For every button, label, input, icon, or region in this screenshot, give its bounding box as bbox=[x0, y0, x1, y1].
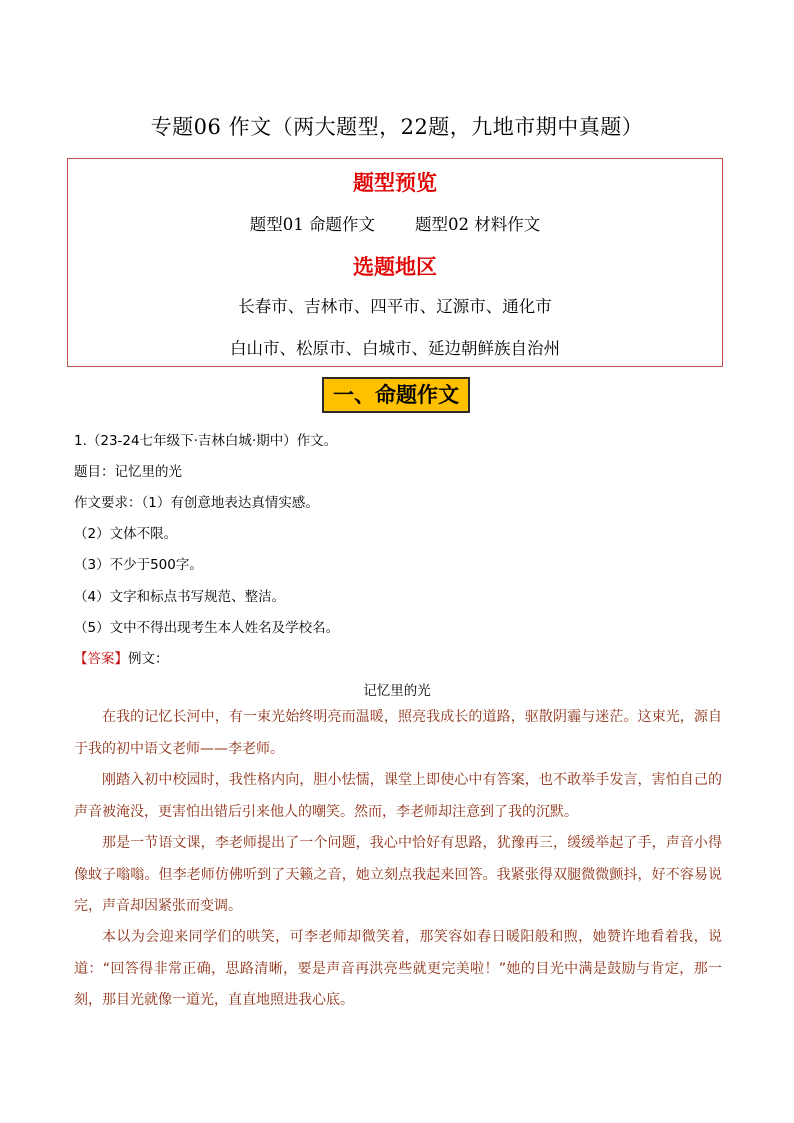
requirement-1: 作文要求：（1）有创意地表达真情实感。 bbox=[74, 495, 319, 511]
regions-line-2: 白山市、松原市、白城市、延边朝鲜族自治州 bbox=[230, 339, 560, 358]
requirement-4: （4）文字和标点书写规范、整洁。 bbox=[74, 589, 286, 605]
question-type-2: 题型02 材料作文 bbox=[415, 215, 541, 234]
region-heading: 选题地区 bbox=[353, 255, 437, 279]
question-type-1: 题型01 命题作文 bbox=[249, 215, 375, 234]
question-header: 1.（23-24七年级下·吉林白城·期中）作文。 bbox=[74, 433, 338, 449]
essay-paragraph-1: 在我的记忆长河中，有一束光始终明亮而温暖，照亮我成长的道路，驱散阴霾与迷茫。这束光，源自于我的初中语文老师——李老师。 bbox=[74, 709, 722, 757]
regions-line-1: 长春市、吉林市、四平市、辽源市、通化市 bbox=[238, 297, 552, 316]
requirement-2: （2）文体不限。 bbox=[74, 526, 178, 542]
preview-heading: 题型预览 bbox=[353, 171, 437, 195]
essay-paragraph-4: 本以为会迎来同学们的哄笑，可李老师却微笑着，那笑容如春日暖阳般和煦，她赞许地看着我，说道：“回答得非常正确，思路清晰，要是声音再洪亮些就更完美啦！”她的目光中满是鼓励与肯定，那一刻，那目光就像一道光，直直地照进我心底。 bbox=[74, 929, 722, 1008]
answer-tag: 【答案】 bbox=[74, 651, 128, 667]
requirement-5: （5）文中不得出现考生本人姓名及学校名。 bbox=[74, 620, 340, 636]
essay-paragraph-2: 刚踏入初中校园时，我性格内向，胆小怯懦，课堂上即使心中有答案，也不敢举手发言，害怕自己的声音被淹没，更害怕出错后引来他人的嘲笑。然而，李老师却注意到了我的沉默。 bbox=[74, 772, 722, 820]
question-types-line bbox=[68, 211, 722, 235]
page-title: 专题06 作文（两大题型，22题，九地市期中真题） bbox=[150, 115, 644, 139]
topic-preview-box bbox=[67, 158, 723, 367]
example-label: 例文： bbox=[128, 651, 169, 667]
question-topic: 题目：记忆里的光 bbox=[74, 464, 182, 480]
essay-title: 记忆里的光 bbox=[363, 683, 431, 699]
requirement-3: （3）不少于500字。 bbox=[74, 557, 203, 573]
section-badge: 一、命题作文 bbox=[322, 377, 470, 413]
answer-label bbox=[74, 647, 169, 667]
essay-paragraph-3: 那是一节语文课，李老师提出了一个问题，我心中恰好有思路，犹豫再三，缓缓举起了手，声音小得像蚊子嗡嗡。但李老师仿佛听到了天籁之音，她立刻点我起来回答。我紧张得双腿微微颤抖，好不容易说完，声音却因紧张而变调。 bbox=[74, 835, 722, 914]
